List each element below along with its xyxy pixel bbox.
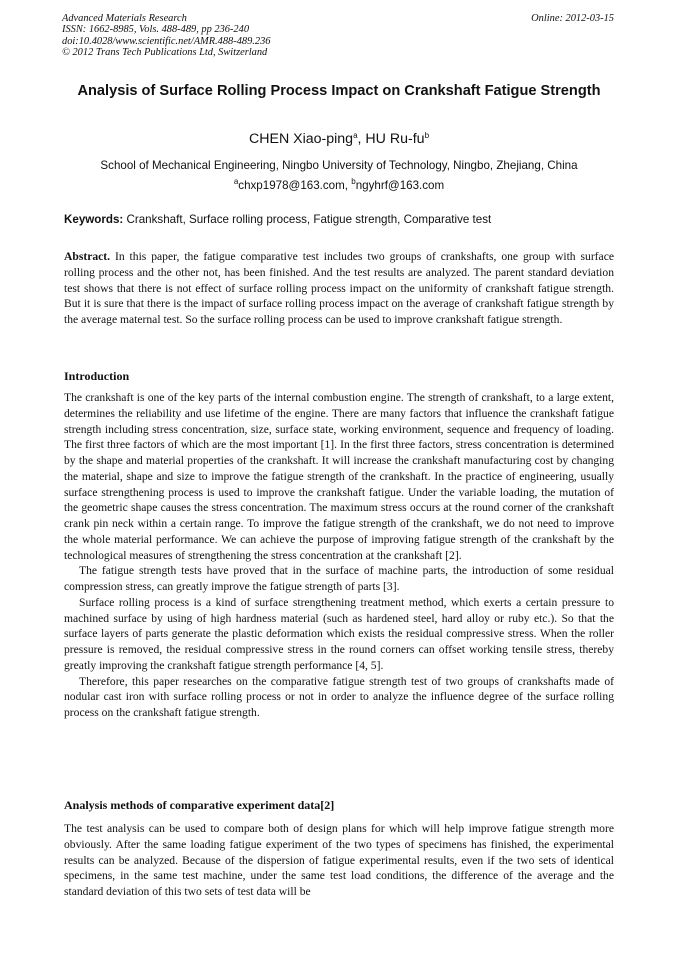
email-superscript: b (351, 177, 356, 186)
author-separator: , (357, 131, 366, 147)
abstract-text: In this paper, the fatigue comparative test includes two groups of crankshafts, one group with surface rolling process and the other not, has been finished. And the test results are analyzed. The parent standard deviation test shows that there is not effect of surface rolling process impact on the uniformity of crankshaft fatigue strength. But it is sure that there is the impact of surface rolling process impact on the average of crankshaft fatigue strength by the average maternal test. So the surface rolling process can be used to improve crankshaft fatigue strength. (64, 250, 614, 326)
author-name: HU Ru-fu (365, 131, 425, 147)
body-paragraph: Surface rolling process is a kind of surface strengthening treatment method, which exerts a certain pressure to machined surface by using of high hardness material (such as hardened steel, hard alloy or ruby etc.). So that the surface layers of parts generate the plastic deformation which exists the residual compressive stress. When the roller pressure is removed, the residual compressive stress in the round corners can offset working tensile stress, thereby greatly improving the crankshaft fatigue strength performance [4, 5]. (64, 595, 614, 672)
doi-line: doi:10.4028/www.scientific.net/AMR.488-489.236 (62, 35, 271, 47)
email-superscript: a (233, 177, 239, 186)
email-list (64, 178, 614, 194)
author-name: CHEN Xiao-ping (248, 131, 354, 147)
keywords-text: Crankshaft, Surface rolling process, Fatigue strength, Comparative test (123, 213, 492, 226)
paper-title: Analysis of Surface Rolling Process Impact on Crankshaft Fatigue Strength (77, 83, 601, 99)
abstract-label: Abstract. (64, 250, 111, 263)
email-separator: , (344, 179, 352, 192)
issn-line: ISSN: 1662-8985, Vols. 488-489, pp 236-240 (62, 24, 250, 36)
keywords-label: Keywords: (64, 213, 124, 226)
journal-header (62, 13, 270, 59)
email-address[interactable]: ngyhrf@163.com (355, 179, 445, 192)
body-paragraph: The fatigue strength tests have proved that in the surface of machine parts, the introduction of some residual compression stress, can greatly improve the fatigue strength of parts [3]. (64, 564, 614, 593)
online-date: Online: 2012-03-15 (531, 13, 614, 24)
body-paragraph: Therefore, this paper researches on the comparative fatigue strength test of two groups of crankshafts made of nodular cast iron with surface rolling process or not in order to analyze the influence degree of the surface rolling process on the crankshaft fatigue strength. (64, 674, 614, 719)
analysis-body (64, 821, 614, 900)
introduction-heading: Introduction (64, 369, 130, 383)
body-paragraph: The test analysis can be used to compare both of design plans for which will help improve fatigue strength more obviously. After the same loading fatigue experiment of the two types of specimens has finished, the experimental results can be analyzed. Because of the dispersion of fatigue experimental results, even if the two sets of identical specimens, in the same test machine, under the same test load conditions, the difference of the average and the standard deviation of this two sets of test data will be (64, 822, 614, 898)
author-superscript: b (424, 131, 430, 140)
analysis-heading: Analysis methods of comparative experiment data[2] (64, 798, 335, 812)
keywords (64, 212, 614, 228)
author-list (64, 130, 614, 148)
email-address[interactable]: chxp1978@163.com (238, 179, 345, 192)
abstract-paragraph (64, 249, 614, 328)
abstract (64, 249, 614, 328)
affiliation: School of Mechanical Engineering, Ningbo University of Technology, Ningbo, Zhejiang, China (100, 159, 578, 172)
journal-name: Advanced Materials Research (62, 13, 187, 24)
body-paragraph: The crankshaft is one of the key parts of the internal combustion engine. The strength of crankshaft, to a large extent, determines the reliability and use lifetime of the engine. There are many factors that influence the crankshaft fatigue strength including stress concentration, size, surface state, working environment, sequence and frequency of loading. The first three factors of which are the most important [1]. In the first three factors, stress concentration is determined by the shape and material properties of the crankshaft. It will increase the crankshaft manufacturing cost by changing the material, shape and size to improve the fatigue strength of the crankshaft. In the practice of engineering, usually surface strengthening process is used to improve the crankshaft fatigue. Under the variable loading, the mutation of the geometric shape causes the stress concentration. The maximum stress occurs at the round corner of the crankshaft crank pin neck within a certain range. To improve the fatigue strength of the crankshaft, we do not need to improve the whole material performance. We can achieve the purpose of improving fatigue strength of the crankshaft by the technological measures of strengthening the stress concentration at the crankshaft [2]. (64, 391, 614, 562)
copyright-line: © 2012 Trans Tech Publications Ltd, Switzerland (62, 47, 268, 59)
author-superscript: a (353, 131, 358, 140)
introduction-body (64, 390, 614, 721)
